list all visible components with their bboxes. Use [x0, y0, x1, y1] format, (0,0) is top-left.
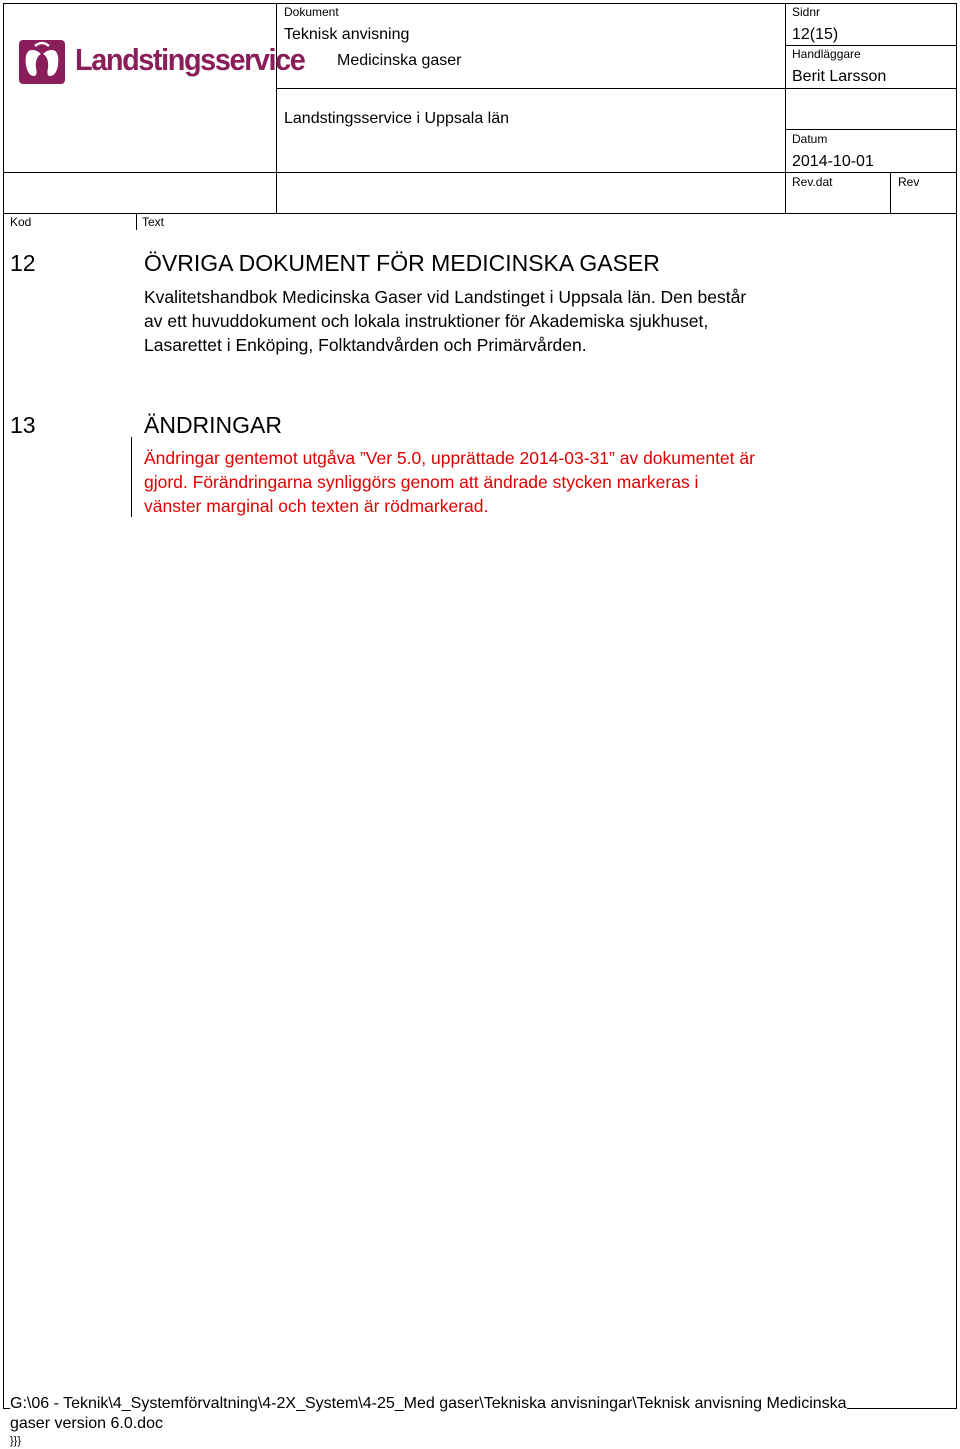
logo-text: Landstingsservice — [75, 42, 305, 77]
header-line-handlaggare — [276, 88, 956, 89]
datum-label: Datum — [792, 132, 828, 146]
handlaggare-value: Berit Larsson — [792, 68, 887, 85]
header-divider-logo — [276, 3, 277, 213]
header-line-sidnr — [785, 45, 956, 46]
section-12-line: av ett huvuddokument och lokala instruktioner för Akademiska sjukhuset, — [144, 311, 709, 331]
header-line-org — [785, 129, 956, 130]
document-title-line2: Medicinska gaser — [337, 52, 462, 69]
section-13-title: ÄNDRINGAR — [144, 412, 283, 438]
handlaggare-label: Handläggare — [792, 47, 861, 61]
section-13-number: 13 — [10, 412, 36, 438]
header-divider-rev — [890, 172, 891, 213]
document-title-line1: Teknisk anvisning — [284, 26, 410, 43]
text-column-label: Text — [142, 215, 165, 229]
section-12-title: ÖVRIGA DOKUMENT FÖR MEDICINSKA GASER — [144, 250, 660, 276]
section-12-line: Kvalitetshandbok Medicinska Gaser vid Landstinget i Uppsala län. Den består — [144, 287, 747, 307]
organization-name: Landstingsservice i Uppsala län — [284, 110, 510, 127]
section-13-line: vänster marginal och texten är rödmarkerad. — [144, 496, 489, 516]
section-13-line: Ändringar gentemot utgåva ”Ver 5.0, upprättade 2014-03-31” av dokumentet är — [144, 448, 755, 468]
footer-file-path — [10, 1394, 847, 1434]
section-12-body — [144, 285, 746, 357]
sidnr-value: 12(15) — [792, 26, 839, 43]
change-marker-bar — [131, 437, 132, 517]
frame-top — [3, 3, 957, 4]
section-12-line: Lasarettet i Enköping, Folktandvården och Primärvården. — [144, 335, 587, 355]
rev-label: Rev — [898, 175, 920, 189]
kod-column-label: Kod — [10, 215, 32, 229]
footer-path-line: gaser version 6.0.doc — [10, 1415, 163, 1432]
revdat-label: Rev.dat — [792, 175, 833, 189]
frame-right — [956, 3, 957, 1409]
footer-artifact: }}} — [10, 1435, 22, 1447]
sidnr-label: Sidnr — [792, 5, 821, 19]
logo-icon — [17, 38, 67, 86]
header-line-bottom — [3, 213, 956, 214]
section-13-line: gjord. Förändringarna synliggörs genom att ändrade stycken markeras i — [144, 472, 699, 492]
footer-path-line: G:\06 - Teknik\4_Systemförvaltning\4-2X_System\4-25_Med gaser\Tekniska anvisningar\Teknisk anvisning Medicinska — [10, 1395, 847, 1412]
header-divider-right — [785, 3, 786, 213]
text-column-divider — [136, 214, 137, 230]
section-12-number: 12 — [10, 250, 36, 276]
section-13-body — [144, 446, 755, 518]
document-label: Dokument — [284, 5, 339, 19]
landstingsservice-logo — [17, 36, 305, 88]
header-line-datum — [3, 172, 956, 173]
datum-value: 2014-10-01 — [792, 153, 874, 170]
